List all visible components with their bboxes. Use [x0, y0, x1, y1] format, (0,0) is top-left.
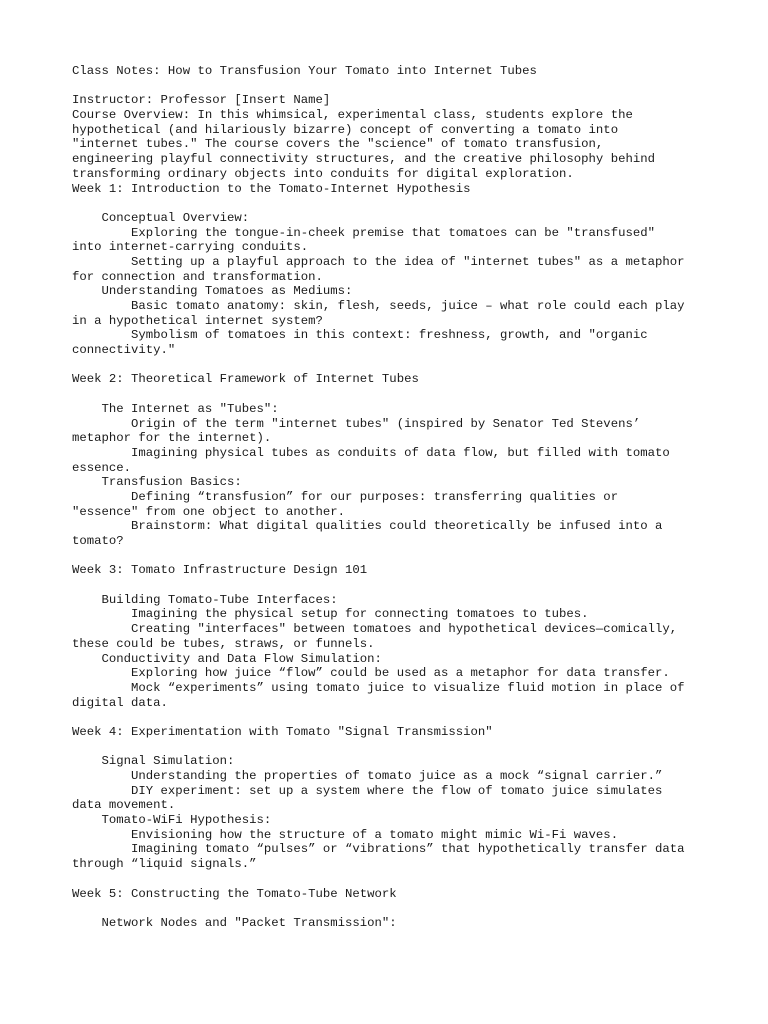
- week3-line: Conductivity and Data Flow Simulation:: [72, 651, 382, 666]
- week2-content: [72, 402, 712, 549]
- week3-line: Mock “experiments” using tomato juice to visualize fluid motion in place of: [72, 680, 685, 695]
- instructor-line: Instructor: Professor [Insert Name]: [72, 93, 331, 108]
- spacer: [72, 358, 712, 373]
- week2-line: Defining “transfusion” for our purposes: transferring qualities or: [72, 489, 619, 504]
- week2-line: Origin of the term "internet tubes" (inspired by Senator Ted Stevens’: [72, 416, 641, 431]
- overview-line: "internet tubes." The course covers the "science" of tomato transfusion,: [72, 137, 604, 152]
- week1-line: in a hypothetical internet system?: [72, 313, 323, 328]
- week2-line: Transfusion Basics:: [72, 475, 242, 490]
- week1-line: Basic tomato anatomy: skin, flesh, seeds, juice – what role could each play: [72, 299, 685, 313]
- overview-line: Course Overview: In this whimsical, experimental class, students explore the: [72, 108, 633, 123]
- spacer: [72, 872, 712, 887]
- week2-line: "essence" from one object to another.: [72, 504, 346, 519]
- week1-line: Exploring the tongue-in-cheek premise that tomatoes can be "transfused": [72, 225, 655, 240]
- week4-content: [72, 754, 712, 872]
- week4-line: Understanding the properties of tomato juice as a mock “signal carrier.”: [72, 769, 663, 783]
- week3-line: Exploring how juice “flow” could be used as a metaphor for data transfer.: [72, 666, 670, 681]
- week1-content: [72, 211, 712, 358]
- week4-line: Envisioning how the structure of a tomato might mimic Wi-Fi waves.: [72, 827, 619, 842]
- week5-content: [72, 916, 712, 931]
- week2-line: Imagining physical tubes as conduits of data flow, but filled with tomato: [72, 445, 670, 460]
- overview-line: engineering playful connectivity structures, and the creative philosophy behind: [72, 152, 655, 167]
- week2-line: essence.: [72, 460, 132, 475]
- week3-line: these could be tubes, straws, or funnels.: [72, 636, 375, 651]
- spacer: [72, 901, 712, 916]
- week1-line: for connection and transformation.: [72, 269, 323, 284]
- week3-line: digital data.: [72, 695, 168, 710]
- week1-line: connectivity.": [72, 343, 176, 358]
- week3-content: [72, 593, 712, 711]
- week3-line: Imagining the physical setup for connecting tomatoes to tubes.: [72, 607, 589, 622]
- week5-heading: Week 5: Constructing the Tomato-Tube Network: [72, 886, 397, 901]
- spacer: [72, 387, 712, 402]
- week2-line: Brainstorm: What digital qualities could theoretically be infused into a: [72, 519, 663, 534]
- spacer: [72, 79, 712, 94]
- week1-line: into internet-carrying conduits.: [72, 240, 309, 255]
- document-page: [72, 64, 712, 931]
- week4-line: through “liquid signals.”: [72, 857, 257, 872]
- week1-line: Symbolism of tomatoes in this context: freshness, growth, and "organic: [72, 328, 648, 343]
- week4-heading: Week 4: Experimentation with Tomato "Signal Transmission": [72, 724, 493, 739]
- week1-heading: Week 1: Introduction to the Tomato-Internet Hypothesis: [72, 181, 471, 196]
- week1-line: Setting up a playful approach to the idea of "internet tubes" as a metaphor: [72, 254, 685, 269]
- week2-line: tomato?: [72, 534, 124, 548]
- overview-line: transforming ordinary objects into conduits for digital exploration.: [72, 166, 574, 181]
- course-overview: [72, 108, 712, 181]
- spacer: [72, 740, 712, 755]
- week2-line: The Internet as "Tubes":: [72, 401, 279, 416]
- week3-heading: Week 3: Tomato Infrastructure Design 101: [72, 563, 368, 578]
- week3-line: Creating "interfaces" between tomatoes and hypothetical devices—comically,: [72, 622, 678, 637]
- week2-line: metaphor for the internet).: [72, 431, 272, 446]
- week5-line: Network Nodes and "Packet Transmission":: [72, 915, 397, 930]
- document-title: Class Notes: How to Transfusion Your Tomato into Internet Tubes: [72, 64, 537, 78]
- overview-line: hypothetical (and hilariously bizarre) concept of converting a tomato into: [72, 122, 619, 137]
- spacer: [72, 578, 712, 593]
- week4-line: Tomato-WiFi Hypothesis:: [72, 813, 272, 828]
- spacer: [72, 196, 712, 211]
- week4-line: DIY experiment: set up a system where the flow of tomato juice simulates: [72, 783, 663, 798]
- week1-line: Understanding Tomatoes as Mediums:: [72, 284, 353, 299]
- week3-line: Building Tomato-Tube Interfaces:: [72, 592, 338, 607]
- spacer: [72, 549, 712, 564]
- week4-line: Signal Simulation:: [72, 754, 235, 769]
- week4-line: Imagining tomato “pulses” or “vibrations” that hypothetically transfer data: [72, 842, 685, 857]
- week2-heading: Week 2: Theoretical Framework of Internet Tubes: [72, 372, 419, 387]
- week4-line: data movement.: [72, 798, 176, 813]
- week1-line: Conceptual Overview:: [72, 210, 250, 225]
- spacer: [72, 710, 712, 725]
